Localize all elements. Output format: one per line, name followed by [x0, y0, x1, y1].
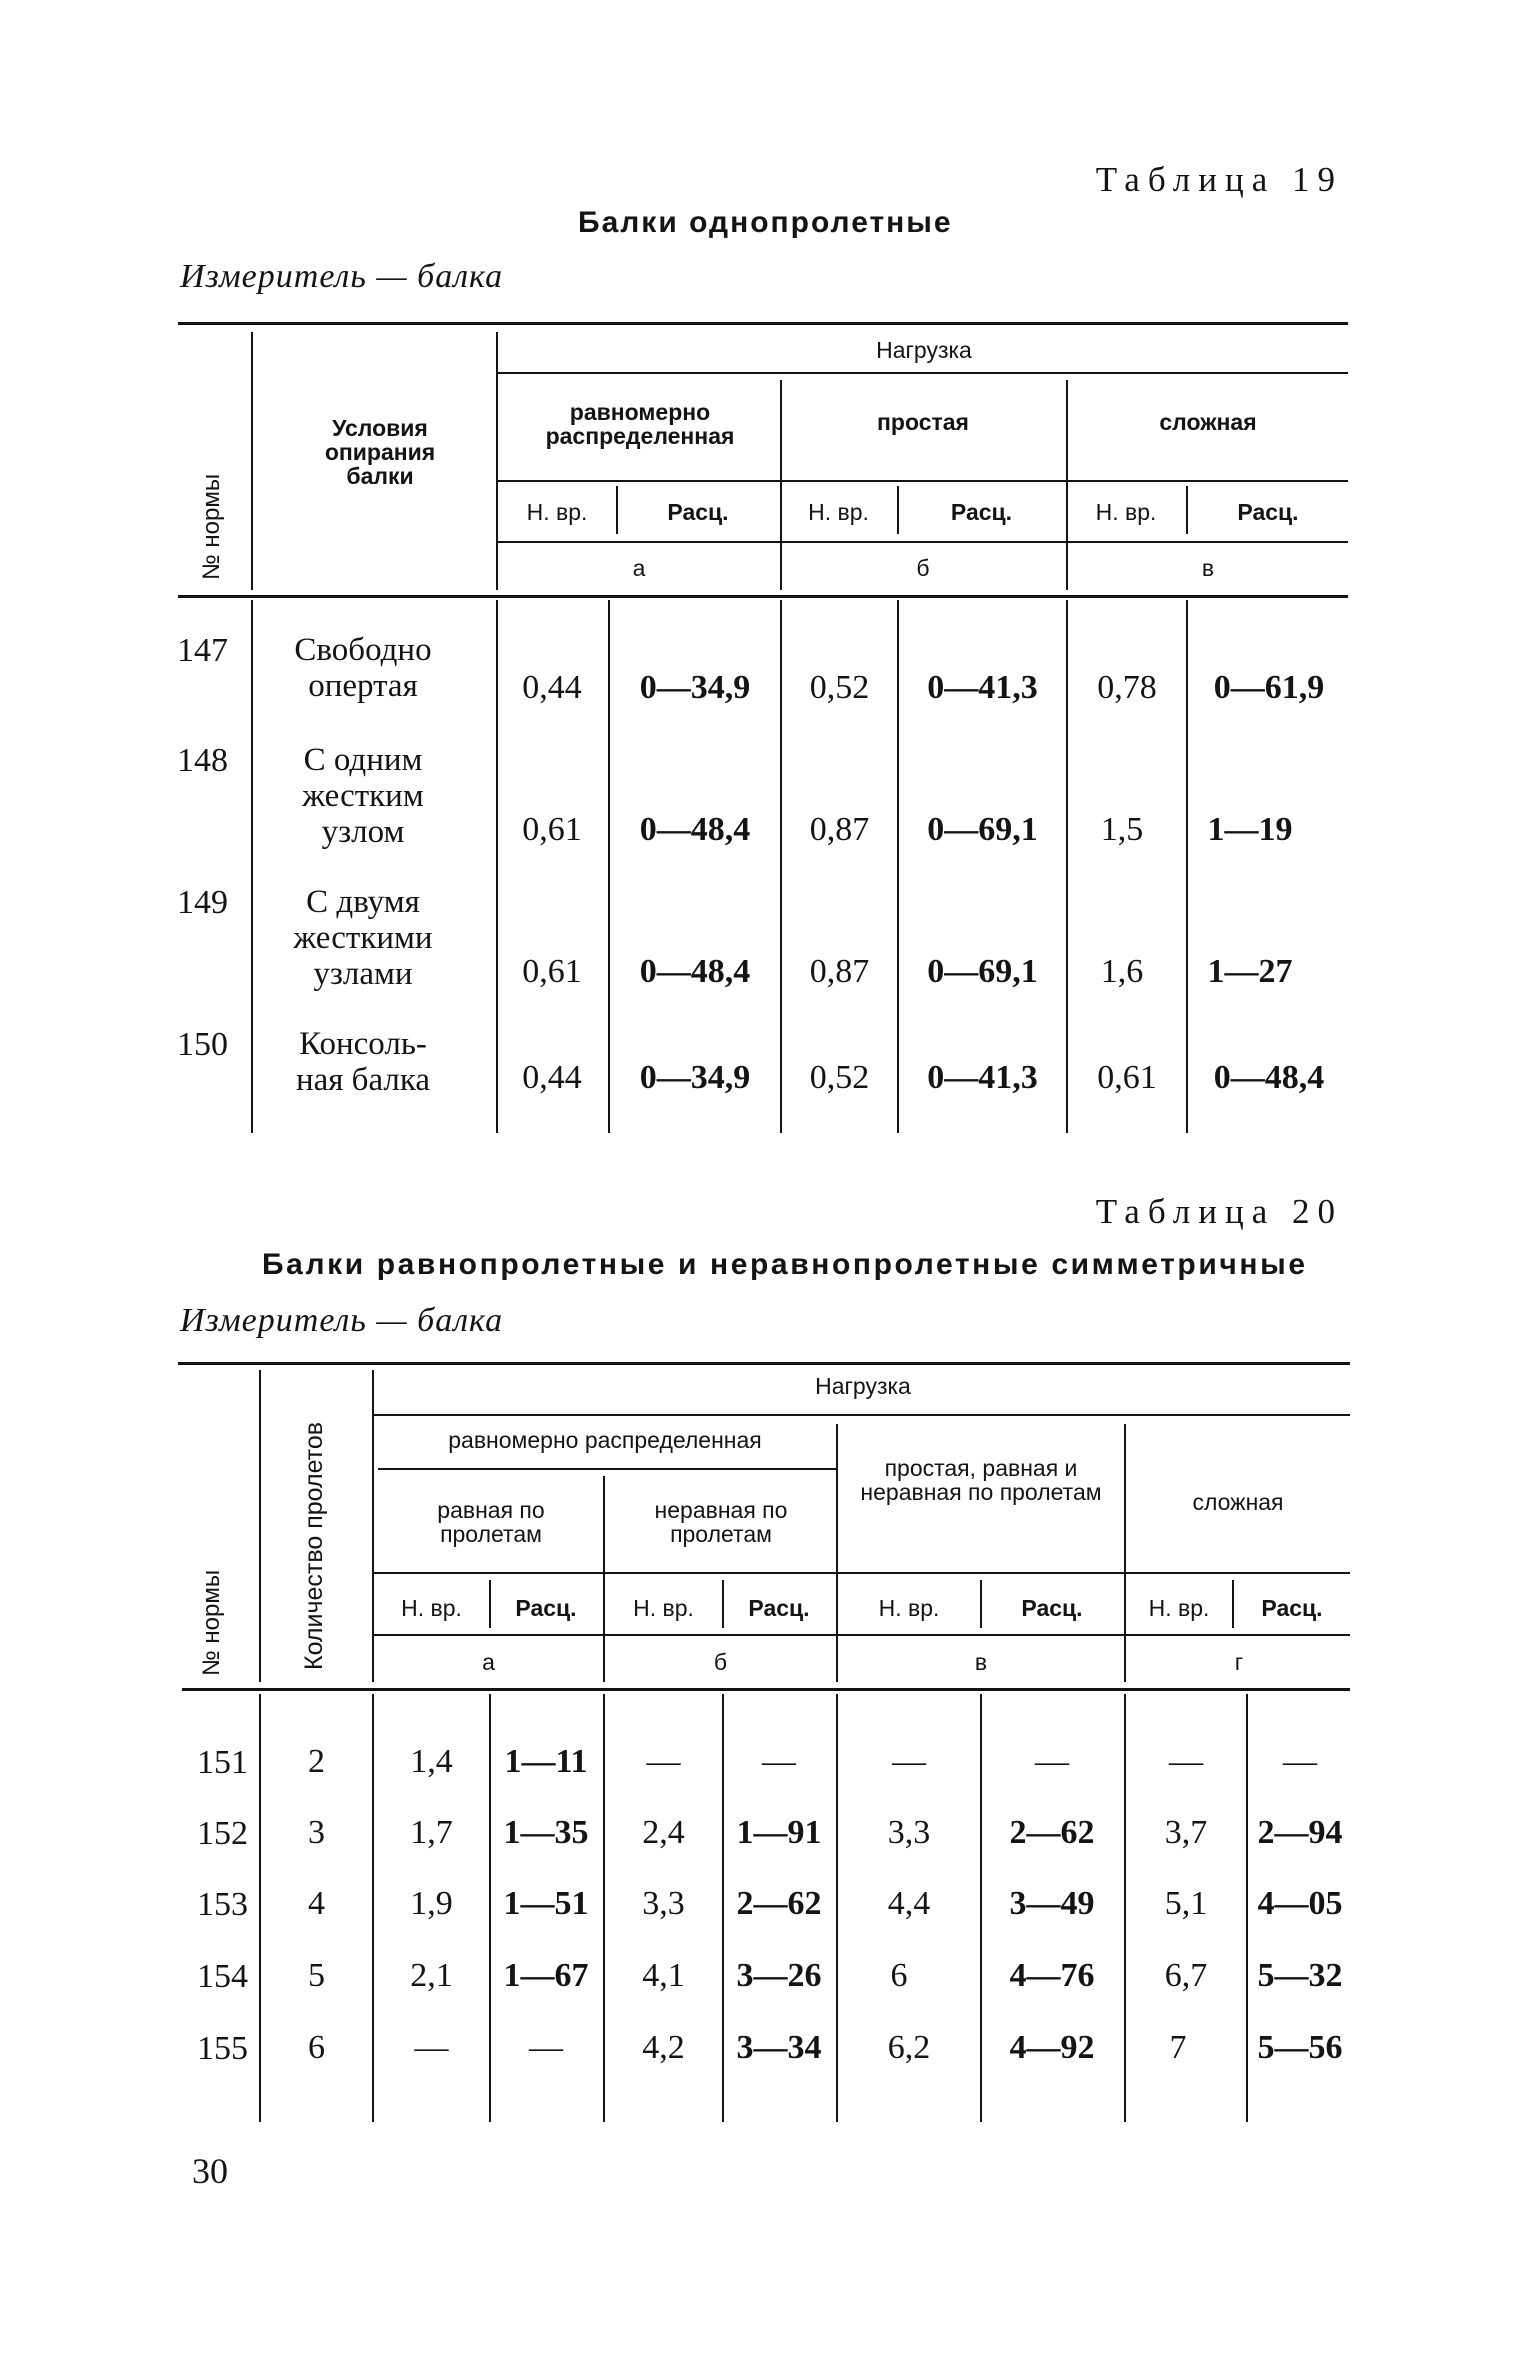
simple-load-header: простая, равная и неравная по пролетам — [860, 1455, 1102, 1506]
table-19-measure: Измеритель — балка — [180, 258, 504, 295]
norm-number-header: № нормы — [198, 1569, 225, 1676]
row-value: 0,44 — [522, 669, 582, 706]
table-20-label: Таблица 20 — [1095, 1192, 1343, 1231]
subcol-rasc-d: Расц. — [1261, 1595, 1323, 1621]
row-value: 3—34 — [736, 2029, 822, 2066]
row-value: 4—92 — [1009, 2029, 1095, 2066]
row-value: 2,1 — [410, 1957, 453, 1994]
conditions-header: Условия опирания балки — [324, 415, 436, 490]
row-value: 6,2 — [887, 2029, 931, 2066]
row-value: 0—34,9 — [639, 669, 751, 706]
row-value: 0—48,4 — [639, 811, 751, 848]
row-value: 0,78 — [1097, 669, 1157, 706]
row-value: 4—05 — [1257, 1885, 1343, 1922]
span-count-header: Количество пролетов — [300, 1421, 328, 1670]
subcol-nvr-d: Н. вр. — [1148, 1595, 1210, 1621]
table-row-number: 149 — [177, 884, 228, 921]
group-simple-header: простая — [877, 409, 969, 435]
table-20-title: Балки равнопролетные и неравнопролетные симметричные — [262, 1248, 1308, 1281]
letter-b: б — [916, 555, 930, 581]
row-value: 0,87 — [809, 811, 870, 848]
norm-number-header: № нормы — [198, 473, 225, 580]
subcol-nvr-a: Н. вр. — [526, 499, 588, 525]
row-value: 2—62 — [736, 1885, 822, 1922]
row-value: 0—69,1 — [927, 811, 1038, 848]
span-count: 3 — [308, 1814, 325, 1851]
letter-c: в — [974, 1649, 988, 1675]
table-row-number: 147 — [177, 632, 228, 669]
row-value: 2,4 — [642, 1814, 685, 1851]
row-value: 1—51 — [503, 1885, 589, 1922]
group-uniform-header: равномерно распределенная — [545, 399, 735, 450]
row-value: 1,4 — [410, 1743, 453, 1780]
table-row-number: 148 — [177, 742, 228, 779]
row-value: 1—19 — [1207, 811, 1293, 848]
complex-load-header: сложная — [1192, 1489, 1284, 1515]
subcol-rasc-a: Расц. — [667, 499, 729, 525]
row-value: — — [646, 1743, 681, 1780]
row-value: 0—48,4 — [1213, 1059, 1325, 1096]
row-value: 0—34,9 — [639, 1059, 751, 1096]
subcol-rasc-c: Расц. — [1237, 499, 1299, 525]
unequal-spans-header: неравная по пролетам — [654, 1497, 788, 1548]
subcol-nvr-a: Н. вр. — [401, 1595, 462, 1621]
row-value: 0,61 — [522, 953, 582, 990]
row-value: 1,6 — [1100, 953, 1144, 990]
row-value: 0—69,1 — [927, 953, 1038, 990]
row-condition: Свободно опертая — [294, 632, 432, 704]
row-value: 4,4 — [887, 1885, 931, 1922]
row-value: — — [1035, 1743, 1069, 1780]
row-condition: Консоль-ная балка — [295, 1026, 431, 1098]
row-value: 0—61,9 — [1213, 669, 1325, 706]
span-count: 2 — [308, 1743, 325, 1780]
equal-spans-header: равная по пролетам — [437, 1497, 545, 1548]
group-complex-header: сложная — [1159, 409, 1257, 435]
span-count: 5 — [308, 1957, 325, 1994]
span-count: 6 — [308, 2029, 325, 2066]
subcol-nvr-b: Н. вр. — [808, 499, 869, 525]
row-value: — — [762, 1743, 796, 1780]
row-value: 1—91 — [736, 1814, 822, 1851]
uniform-header: равномерно распределенная — [448, 1427, 762, 1453]
row-value: 6 — [890, 1957, 908, 1994]
row-value: 1—35 — [503, 1814, 589, 1851]
table-19-title: Балки однопролетные — [578, 206, 953, 239]
row-value: 0,52 — [809, 669, 870, 706]
letter-d: г — [1234, 1649, 1244, 1675]
row-value: 4,1 — [642, 1957, 685, 1994]
row-value: 3,7 — [1164, 1814, 1208, 1851]
row-value: — — [892, 1743, 926, 1780]
row-value: — — [414, 2029, 449, 2066]
row-value: 1—11 — [504, 1743, 588, 1780]
row-value: 1,7 — [410, 1814, 453, 1851]
row-value: 5,1 — [1164, 1885, 1208, 1922]
row-value: 0,61 — [522, 811, 582, 848]
row-value: 5—56 — [1257, 2029, 1343, 2066]
table-row-number: 151 — [197, 1744, 248, 1781]
row-value: 3,3 — [642, 1885, 685, 1922]
subcol-rasc-c: Расц. — [1021, 1595, 1083, 1621]
row-value: 4—76 — [1009, 1957, 1095, 1994]
row-value: 1,5 — [1100, 811, 1144, 848]
table-19-label: Таблица 19 — [1095, 160, 1343, 199]
span-count: 4 — [308, 1885, 325, 1922]
row-value: 0—41,3 — [927, 1059, 1038, 1096]
load-header: Нагрузка — [815, 1373, 911, 1399]
table-row-number: 155 — [197, 2030, 248, 2067]
row-value: 0,61 — [1097, 1059, 1157, 1096]
row-condition: С двумя жесткими узлами — [293, 884, 433, 992]
row-value: 0,52 — [809, 1059, 870, 1096]
row-value: — — [529, 2029, 563, 2066]
row-condition: С одним жестким узлом — [302, 742, 424, 850]
row-value: 3—26 — [736, 1957, 822, 1994]
row-value: 3—49 — [1009, 1885, 1095, 1922]
row-value: 7 — [1169, 2029, 1187, 2066]
subcol-rasc-a: Расц. — [515, 1595, 577, 1621]
subcol-nvr-c: Н. вр. — [878, 1595, 940, 1621]
row-value: 1,9 — [410, 1885, 453, 1922]
table-row-number: 153 — [197, 1886, 248, 1923]
row-value: 0,87 — [809, 953, 870, 990]
row-value: 0—48,4 — [639, 953, 751, 990]
table-row-number: 154 — [197, 1958, 248, 1995]
row-value: — — [1283, 1743, 1317, 1780]
letter-c: в — [1201, 555, 1215, 581]
page-number: 30 — [192, 2151, 228, 2191]
load-header: Нагрузка — [876, 337, 972, 363]
row-value: 6,7 — [1164, 1957, 1208, 1994]
row-value: 0—41,3 — [927, 669, 1038, 706]
row-value: 3,3 — [887, 1814, 931, 1851]
table-20-measure: Измеритель — балка — [180, 1302, 504, 1339]
subcol-nvr-c: Н. вр. — [1095, 499, 1157, 525]
row-value: 2—94 — [1257, 1814, 1343, 1851]
table-row-number: 152 — [197, 1815, 248, 1852]
row-value: — — [1169, 1743, 1203, 1780]
row-value: 2—62 — [1009, 1814, 1095, 1851]
letter-b: б — [713, 1649, 728, 1675]
row-value: 0,44 — [522, 1059, 582, 1096]
letter-a: а — [632, 555, 646, 581]
row-value: 1—67 — [503, 1957, 589, 1994]
row-value: 5—32 — [1257, 1957, 1343, 1994]
subcol-rasc-b: Расц. — [950, 499, 1013, 525]
row-value: 4,2 — [642, 2029, 685, 2066]
subcol-rasc-b: Расц. — [748, 1595, 810, 1621]
table-row-number: 150 — [177, 1026, 228, 1063]
letter-a: а — [482, 1649, 495, 1675]
subcol-nvr-b: Н. вр. — [633, 1595, 694, 1621]
row-value: 1—27 — [1207, 953, 1293, 990]
